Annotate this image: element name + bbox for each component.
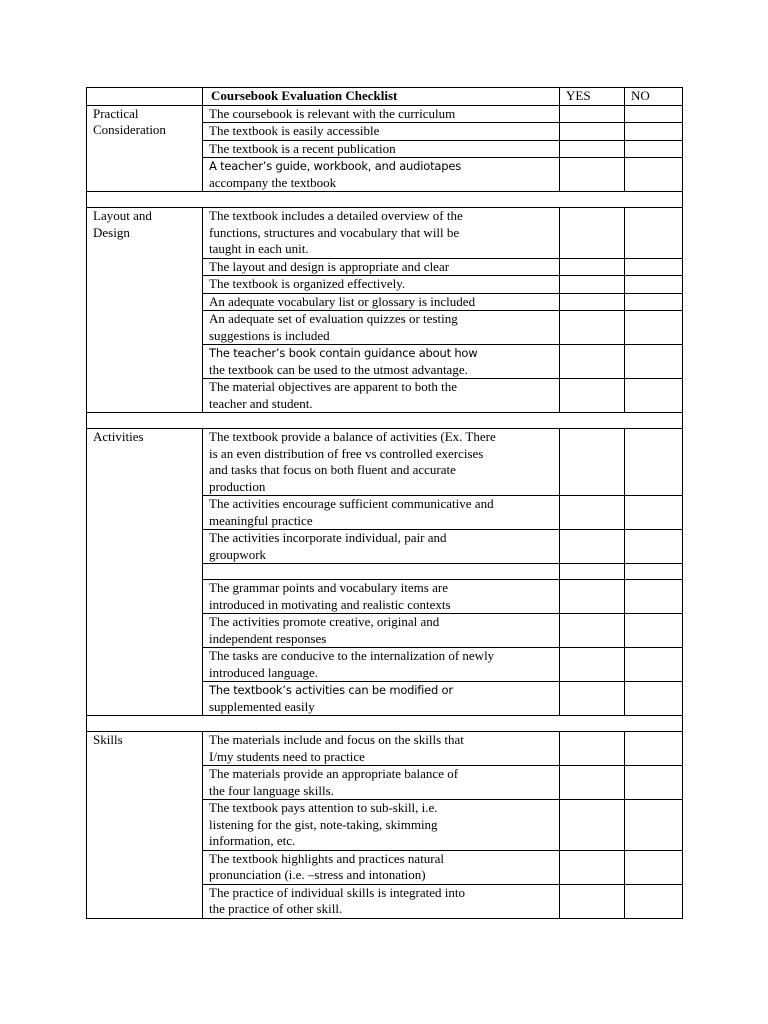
no-column-header: NO <box>625 88 683 106</box>
no-checkbox-cell[interactable] <box>625 800 683 851</box>
yes-checkbox-cell[interactable] <box>560 311 625 345</box>
criterion-text: The textbook’s activities can be modified or supplemented easily <box>203 682 560 716</box>
yes-checkbox-cell[interactable] <box>560 530 625 564</box>
criterion-text: The textbook pays attention to sub-skill, i.e. listening for the gist, note-taking, skimming information, etc. <box>203 800 560 851</box>
no-checkbox-cell[interactable] <box>625 379 683 413</box>
no-checkbox-cell[interactable] <box>625 123 683 141</box>
no-checkbox-cell[interactable] <box>625 105 683 123</box>
no-checkbox-cell[interactable] <box>625 884 683 918</box>
yes-checkbox-cell[interactable] <box>560 140 625 158</box>
no-checkbox-cell[interactable] <box>625 580 683 614</box>
no-checkbox-cell[interactable] <box>625 208 683 259</box>
yes-checkbox-cell[interactable] <box>560 648 625 682</box>
no-checkbox-cell[interactable] <box>625 293 683 311</box>
spacer-cell <box>87 192 683 208</box>
section-spacer-row <box>87 413 683 429</box>
criterion-text: The coursebook is relevant with the curriculum <box>203 105 560 123</box>
criterion-text: A teacher’s guide, workbook, and audiotapes accompany the textbook <box>203 158 560 192</box>
yes-checkbox-cell[interactable] <box>560 682 625 716</box>
criterion-text: The textbook is easily accessible <box>203 123 560 141</box>
no-checkbox-cell[interactable] <box>625 429 683 496</box>
yes-checkbox-cell[interactable] <box>560 800 625 851</box>
section-spacer-row <box>87 716 683 732</box>
section-spacer-row <box>87 192 683 208</box>
criterion-text: An adequate set of evaluation quizzes or testing suggestions is included <box>203 311 560 345</box>
no-checkbox-cell[interactable] <box>625 530 683 564</box>
yes-checkbox-cell[interactable] <box>560 158 625 192</box>
yes-checkbox-cell[interactable] <box>560 564 625 580</box>
evaluation-checklist-table <box>86 87 683 919</box>
yes-checkbox-cell[interactable] <box>560 123 625 141</box>
yes-checkbox-cell[interactable] <box>560 105 625 123</box>
checklist-row <box>87 208 683 259</box>
yes-checkbox-cell[interactable] <box>560 850 625 884</box>
yes-checkbox-cell[interactable] <box>560 293 625 311</box>
spacer-cell <box>87 716 683 732</box>
yes-checkbox-cell[interactable] <box>560 258 625 276</box>
no-checkbox-cell[interactable] <box>625 614 683 648</box>
yes-checkbox-cell[interactable] <box>560 276 625 294</box>
no-checkbox-cell[interactable] <box>625 158 683 192</box>
header-row <box>87 88 683 106</box>
blank-criterion-cell <box>203 564 560 580</box>
category-label: Activities <box>87 429 203 716</box>
no-checkbox-cell[interactable] <box>625 766 683 800</box>
criterion-text: The textbook highlights and practices natural pronunciation (i.e. –stress and intonation) <box>203 850 560 884</box>
category-label: Skills <box>87 732 203 919</box>
no-checkbox-cell[interactable] <box>625 345 683 379</box>
no-checkbox-cell[interactable] <box>625 732 683 766</box>
yes-checkbox-cell[interactable] <box>560 580 625 614</box>
criterion-text: The practice of individual skills is integrated into the practice of other skill. <box>203 884 560 918</box>
yes-checkbox-cell[interactable] <box>560 614 625 648</box>
no-checkbox-cell[interactable] <box>625 648 683 682</box>
checklist-row <box>87 429 683 496</box>
criterion-text: The tasks are conducive to the internalization of newly introduced language. <box>203 648 560 682</box>
criterion-text: The activities incorporate individual, pair and groupwork <box>203 530 560 564</box>
spacer-cell <box>87 413 683 429</box>
no-checkbox-cell[interactable] <box>625 258 683 276</box>
checklist-title: Coursebook Evaluation Checklist <box>203 88 560 106</box>
criterion-text: The teacher’s book contain guidance about how the textbook can be used to the utmost advantage. <box>203 345 560 379</box>
criterion-text: The material objectives are apparent to both the teacher and student. <box>203 379 560 413</box>
yes-checkbox-cell[interactable] <box>560 208 625 259</box>
checklist-row <box>87 105 683 123</box>
category-label: Layout and Design <box>87 208 203 413</box>
category-label: Practical Consideration <box>87 105 203 192</box>
criterion-text: The textbook is organized effectively. <box>203 276 560 294</box>
criterion-text: The layout and design is appropriate and clear <box>203 258 560 276</box>
no-checkbox-cell[interactable] <box>625 682 683 716</box>
no-checkbox-cell[interactable] <box>625 311 683 345</box>
no-checkbox-cell[interactable] <box>625 564 683 580</box>
criterion-text: The textbook includes a detailed overview of the functions, structures and vocabulary that will be taught in each unit. <box>203 208 560 259</box>
yes-checkbox-cell[interactable] <box>560 345 625 379</box>
no-checkbox-cell[interactable] <box>625 276 683 294</box>
criterion-text: The activities promote creative, original and independent responses <box>203 614 560 648</box>
checklist-row <box>87 732 683 766</box>
yes-checkbox-cell[interactable] <box>560 732 625 766</box>
criterion-text: The materials include and focus on the skills that I/my students need to practice <box>203 732 560 766</box>
yes-checkbox-cell[interactable] <box>560 496 625 530</box>
yes-checkbox-cell[interactable] <box>560 379 625 413</box>
criterion-text: An adequate vocabulary list or glossary is included <box>203 293 560 311</box>
header-empty-cell <box>87 88 203 106</box>
criterion-text: The textbook provide a balance of activities (Ex. There is an even distribution of free vs controlled exercises and tasks that focus on both fluent and accurate production <box>203 429 560 496</box>
no-checkbox-cell[interactable] <box>625 850 683 884</box>
no-checkbox-cell[interactable] <box>625 496 683 530</box>
criterion-text: The activities encourage sufficient communicative and meaningful practice <box>203 496 560 530</box>
yes-column-header: YES <box>560 88 625 106</box>
yes-checkbox-cell[interactable] <box>560 884 625 918</box>
criterion-text: The materials provide an appropriate balance of the four language skills. <box>203 766 560 800</box>
no-checkbox-cell[interactable] <box>625 140 683 158</box>
criterion-text: The textbook is a recent publication <box>203 140 560 158</box>
criterion-text: The grammar points and vocabulary items are introduced in motivating and realistic contexts <box>203 580 560 614</box>
yes-checkbox-cell[interactable] <box>560 766 625 800</box>
yes-checkbox-cell[interactable] <box>560 429 625 496</box>
